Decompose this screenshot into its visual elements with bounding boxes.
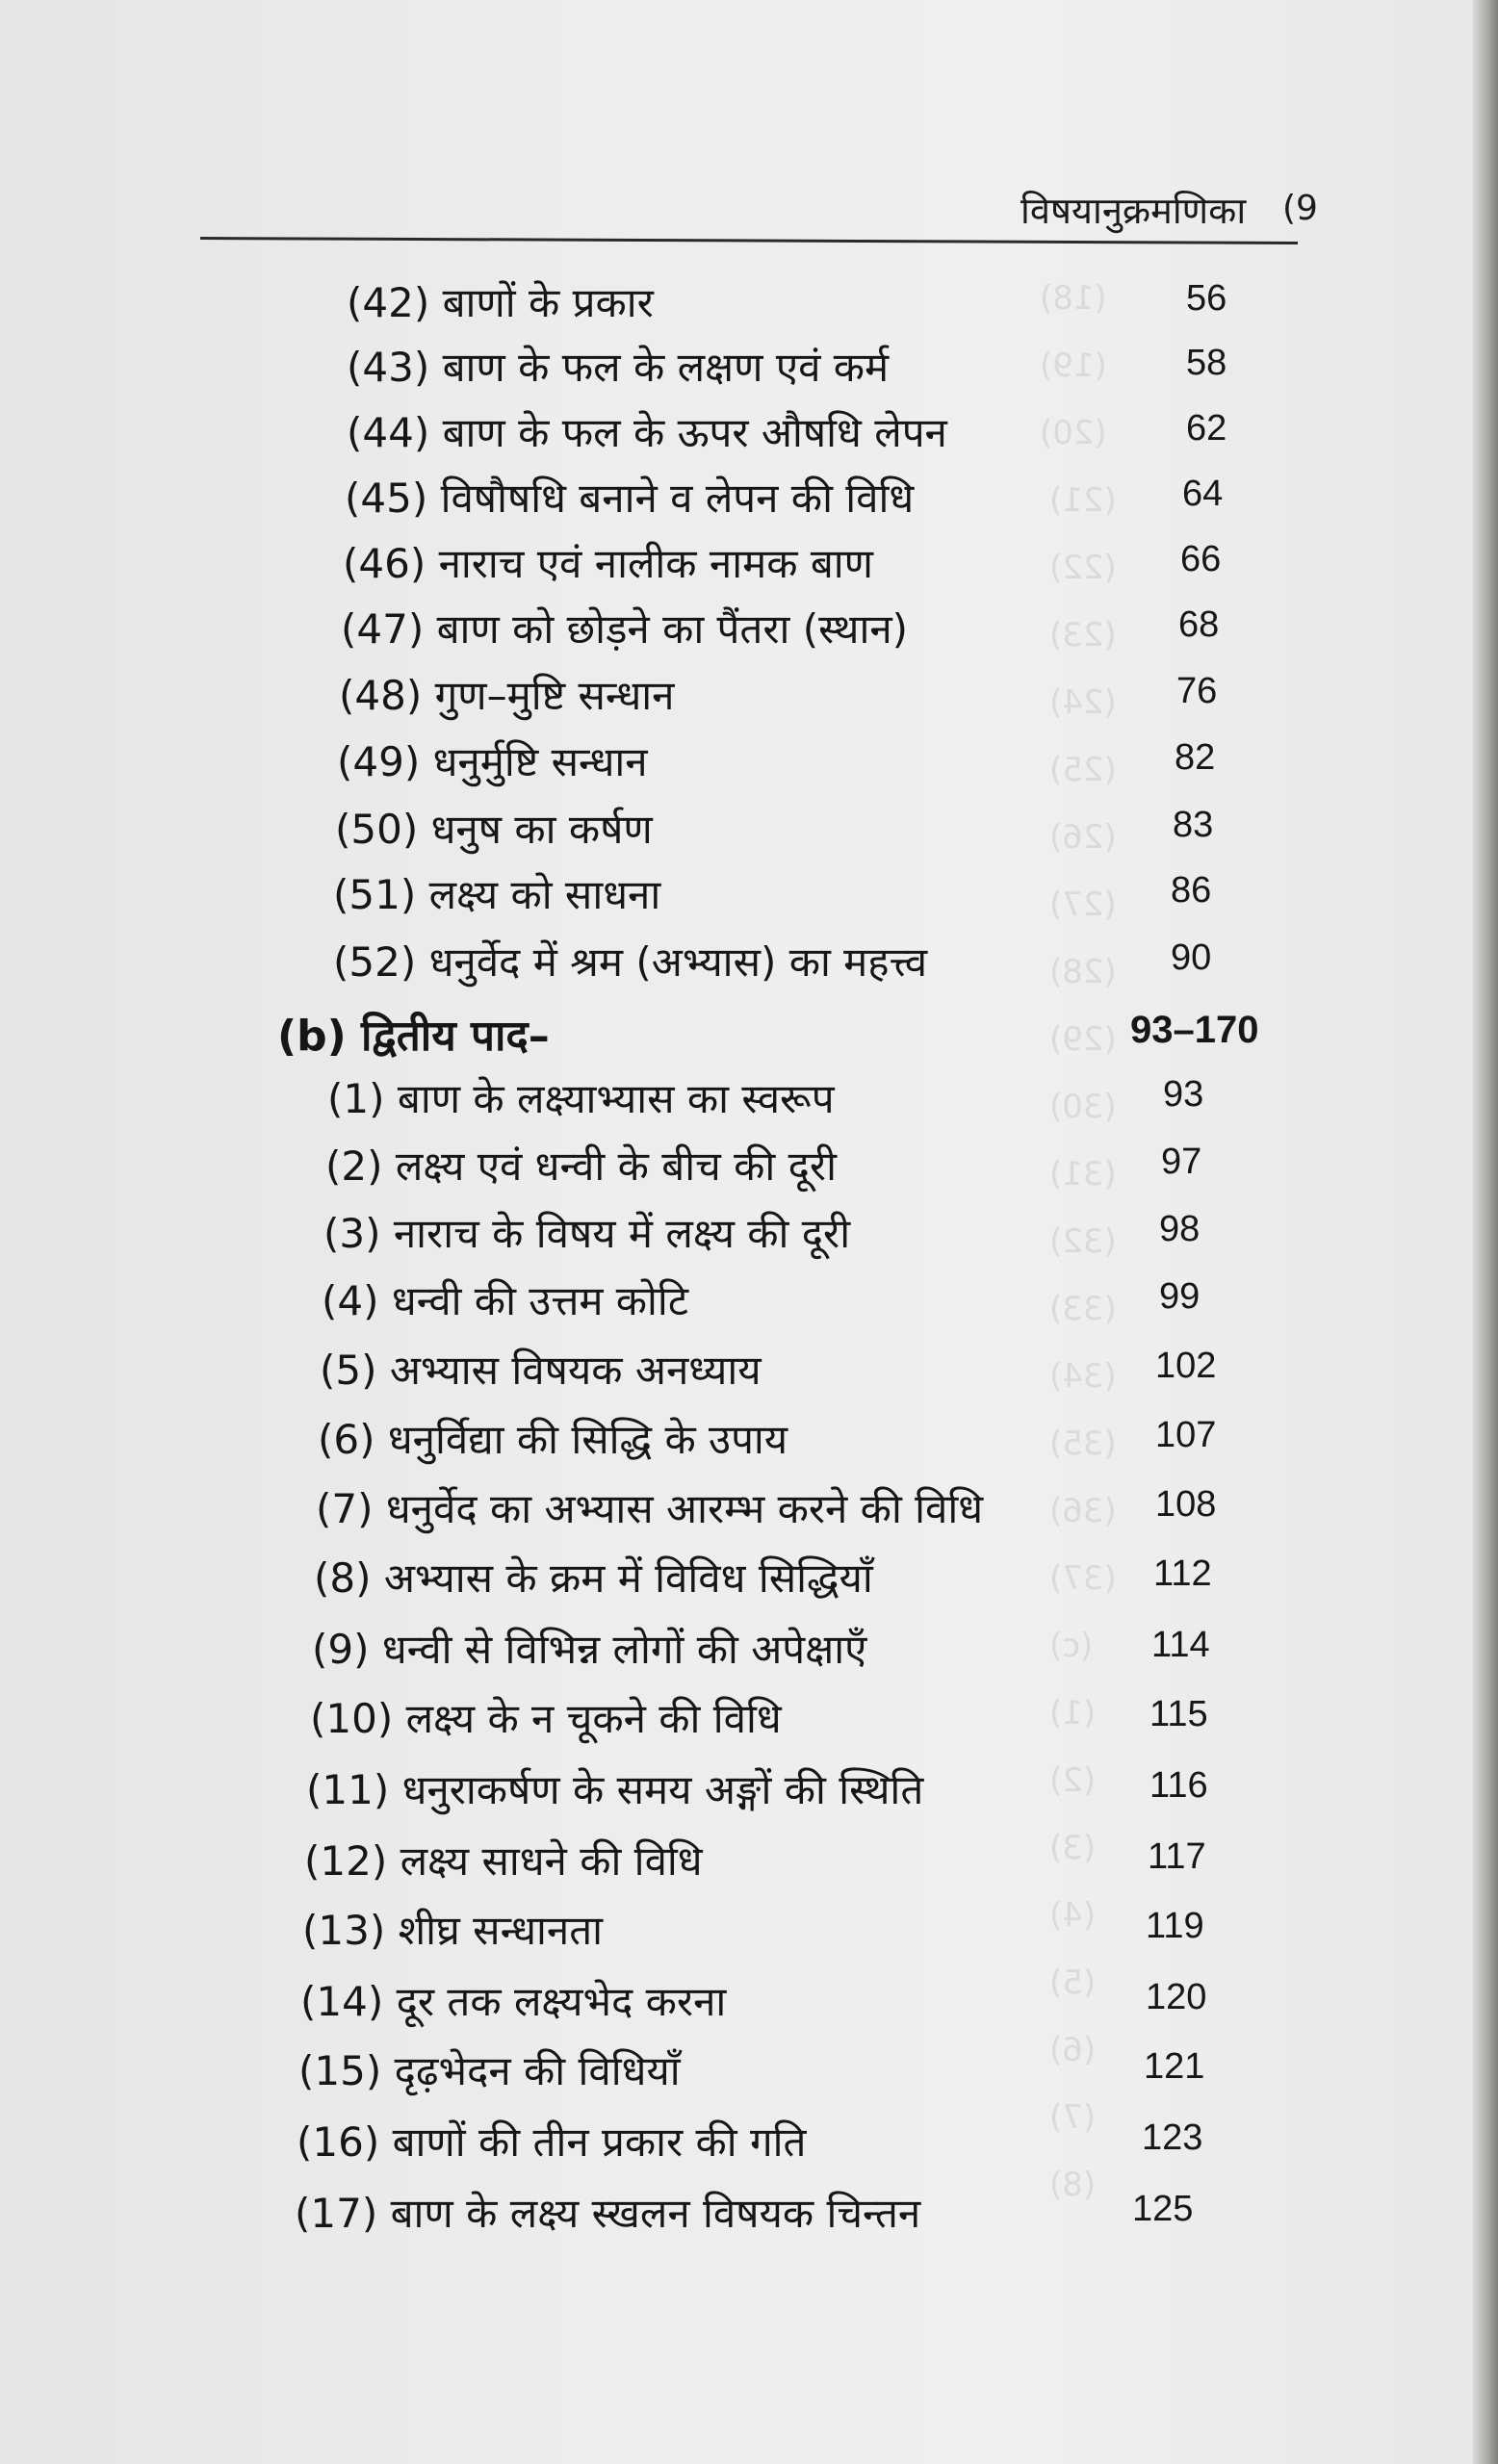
toc-entry-title: (10) लक्ष्य के न चूकने की विधि <box>310 1695 782 1742</box>
toc-entry-title: (52) धनुर्वेद में श्रम (अभ्यास) का महत्त्व <box>333 938 928 986</box>
toc-entry <box>345 470 1375 524</box>
toc-entry <box>343 535 1373 589</box>
toc-entry <box>335 801 1365 855</box>
toc-entry-page: 86 <box>1171 870 1212 911</box>
toc-entry-title: (50) धनुष का कर्षण <box>335 806 653 853</box>
toc-entry <box>337 733 1367 787</box>
toc-entry-title: (15) दृढ़भेदन की विधियाँ <box>298 2047 681 2094</box>
running-header-title: विषयानुक्रमणिका <box>1020 190 1247 232</box>
toc-entry-page: 108 <box>1155 1484 1217 1525</box>
toc-entry <box>314 1550 1346 1604</box>
toc-entry <box>316 1480 1348 1534</box>
toc-entry <box>302 1902 1338 1956</box>
toc-entry-title: (12) लक्ष्य साधने की विधि <box>304 1837 703 1885</box>
toc-entry-title: (46) नाराच एवं नालीक नामक बाण <box>343 540 874 587</box>
toc-entry-page: 93–170 <box>1130 1009 1259 1051</box>
toc-entry-page: 123 <box>1142 2118 1203 2158</box>
toc-section-heading <box>277 1005 1323 1059</box>
toc-entry-title: (49) धनुर्मुष्टि सन्धान <box>337 738 648 785</box>
toc-entry-page: 102 <box>1155 1346 1217 1386</box>
toc-entry <box>347 339 1379 393</box>
toc-entry <box>322 1272 1352 1326</box>
toc-entry-title: (14) दूर तक लक्ष्यभेद करना <box>300 1978 727 2025</box>
toc-entry-page: 83 <box>1173 805 1214 845</box>
toc-entry-page: 114 <box>1151 1625 1210 1665</box>
toc-entry <box>300 1973 1338 2027</box>
toc-entry-title: (5) अभ्यास विषयक अनध्याय <box>320 1347 762 1394</box>
toc-entry-title: (48) गुण–मुष्टि सन्धान <box>339 672 675 719</box>
toc-entry-title: (16) बाणों की तीन प्रकार की गति <box>297 2118 807 2166</box>
toc-entry-title: (6) धनुर्विद्या की सिद्धि के उपाय <box>318 1416 788 1463</box>
toc-entry-page: 97 <box>1161 1142 1202 1182</box>
toc-entry-page: 58 <box>1186 343 1227 383</box>
toc-entry-title: (3) नाराच के विषय में लक्ष्य की दूरी <box>323 1210 851 1257</box>
toc-entry <box>347 274 1379 328</box>
toc-entry-page: 107 <box>1155 1415 1217 1455</box>
toc-entry-page: 66 <box>1180 539 1222 579</box>
toc-entry <box>298 2042 1336 2096</box>
toc-entry-page: 112 <box>1153 1553 1212 1594</box>
page-edge-shadow <box>1473 0 1498 2464</box>
toc-entry-title: (47) बाण को छोड़ने का पैंतरा (स्थान) <box>341 605 909 653</box>
toc-entry-title: (44) बाण के फल के ऊपर औषधि लेपन <box>347 409 947 456</box>
toc-entry-title: (45) विषौषधि बनाने व लेपन की विधि <box>345 475 915 522</box>
toc-entry-title: (7) धनुर्वेद का अभ्यास आरम्भ करने की विधि <box>316 1485 984 1532</box>
toc-entry-page: 115 <box>1149 1694 1208 1734</box>
toc-entry-page: 76 <box>1176 671 1218 711</box>
toc-entry-title: (2) लक्ष्य एवं धन्वी के बीच की दूरी <box>325 1142 837 1190</box>
toc-entry <box>312 1621 1344 1675</box>
toc-entry <box>347 404 1379 458</box>
toc-entry-page: 68 <box>1178 604 1220 645</box>
toc-entry-title: (8) अभ्यास के क्रम में विविध सिद्धियाँ <box>314 1554 873 1602</box>
toc-entry <box>310 1690 1342 1744</box>
toc-entry-page: 62 <box>1186 408 1227 449</box>
toc-entry-page: 120 <box>1146 1977 1207 2017</box>
toc-entry-title: (17) बाण के लक्ष्य स्खलन विषयक चिन्तन <box>295 2190 921 2237</box>
toc-entry <box>295 2185 1325 2239</box>
toc-entry <box>333 934 1363 988</box>
toc-entry-title: (43) बाण के फल के लक्षण एवं कर्म <box>347 344 890 391</box>
toc-entry-page: 99 <box>1159 1276 1201 1317</box>
show-through-background: (18) (19) (20) (21) (22) (23) (24) (25) (26) (27) (28) (29) (30) (31) (32) (33) (34) (35) (36) (37) (c) (1) (2) (3) (4) (5) (6) (7) (8) <box>1040 279 1117 2204</box>
toc-entry-page: 116 <box>1149 1765 1208 1806</box>
toc-entry-page: 117 <box>1148 1836 1206 1877</box>
toc-entry <box>341 601 1371 654</box>
toc-entry <box>339 667 1369 721</box>
toc-entry-title: (42) बाणों के प्रकार <box>347 279 654 326</box>
toc-entry-page: 56 <box>1186 278 1227 319</box>
toc-entry-title: (9) धन्वी से विभिन्न लोगों की अपेक्षाएँ <box>312 1626 867 1673</box>
toc-entry-title: (11) धनुराकर्षण के समय अङ्गों की स्थिति <box>306 1766 924 1813</box>
toc-entry <box>320 1342 1348 1396</box>
toc-entry-page: 98 <box>1159 1209 1201 1249</box>
toc-entry-page: 121 <box>1144 2046 1205 2087</box>
toc-entry-title: (51) लक्ष्य को साधना <box>333 871 661 918</box>
toc-entry-page: 64 <box>1182 474 1224 514</box>
toc-entry-page: 119 <box>1146 1906 1204 1946</box>
toc-entry <box>323 1205 1352 1259</box>
toc-entry <box>325 1138 1354 1192</box>
toc-entry-page: 93 <box>1163 1074 1204 1115</box>
toc-entry <box>306 1761 1342 1815</box>
toc-entry-title: (b) द्वितीय पाद– <box>277 1012 550 1061</box>
toc-entry <box>318 1411 1348 1465</box>
toc-entry-page: 125 <box>1132 2189 1194 2229</box>
toc-entry <box>327 1070 1356 1124</box>
toc-entry-title: (4) धन्वी की उत्तम कोटि <box>322 1277 688 1324</box>
toc-entry-page: 82 <box>1175 737 1216 778</box>
toc-entry <box>304 1833 1340 1886</box>
toc-entry-page: 90 <box>1171 937 1212 978</box>
toc-entry-title: (13) शीघ्र सन्धानता <box>302 1907 604 1954</box>
toc-entry <box>333 866 1363 920</box>
page-number: (9 <box>1282 189 1318 228</box>
toc-entry-title: (1) बाण के लक्ष्याभ्यास का स्वरूप <box>327 1075 835 1122</box>
toc-entry <box>297 2114 1334 2168</box>
